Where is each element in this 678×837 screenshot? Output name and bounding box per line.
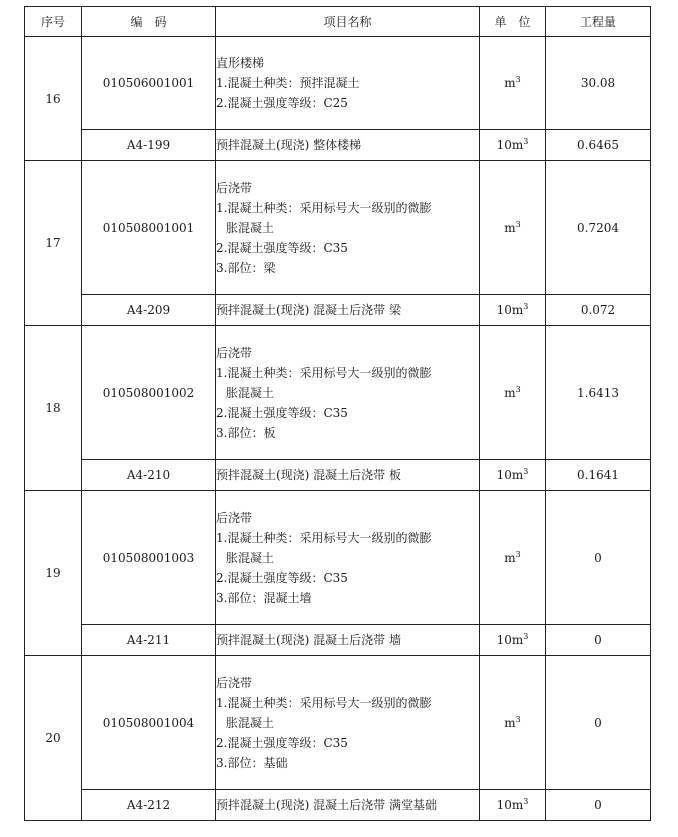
quota-unit-cell — [480, 790, 546, 821]
quota-code-cell: A4-211 — [82, 625, 216, 656]
quota-code-cell: A4-199 — [82, 130, 216, 161]
unit-base: m — [504, 76, 516, 90]
description-line: 2.混凝土强度等级：C35 — [216, 570, 348, 585]
unit-exponent: 3 — [523, 632, 529, 641]
unit-exponent: 3 — [523, 467, 529, 476]
seq-cell: 19 — [25, 491, 82, 656]
description-line: 2.混凝土强度等级：C35 — [216, 405, 348, 420]
quota-name-cell: 预拌混凝土(现浇) 混凝土后浇带 梁 — [216, 295, 480, 326]
item-qty-cell: 0 — [546, 491, 651, 625]
quota-name-cell: 预拌混凝土(现浇) 混凝土后浇带 墙 — [216, 625, 480, 656]
quota-qty-cell: 0.6465 — [546, 130, 651, 161]
unit-base: 10m — [496, 303, 524, 317]
seq-cell: 16 — [25, 37, 82, 161]
table-row — [25, 37, 651, 130]
quota-qty-cell: 0.072 — [546, 295, 651, 326]
quota-name-cell: 预拌混凝土(现浇) 混凝土后浇带 板 — [216, 460, 480, 491]
seq-cell: 20 — [25, 656, 82, 821]
description-line: 胀混凝土 — [226, 715, 275, 730]
item-description-cell — [216, 161, 480, 295]
unit-exponent: 3 — [523, 137, 529, 146]
quota-name-cell: 预拌混凝土(现浇) 混凝土后浇带 满堂基础 — [216, 790, 480, 821]
description-line: 直形楼梯 — [216, 56, 265, 70]
quota-unit-cell — [480, 460, 546, 491]
description-line: 后浇带 — [216, 510, 253, 525]
quota-unit-cell — [480, 295, 546, 326]
item-qty-cell: 1.6413 — [546, 326, 651, 460]
unit-exponent: 3 — [515, 384, 521, 394]
item-qty-cell: 0.7204 — [546, 161, 651, 295]
item-unit-cell — [480, 491, 546, 625]
description-line: 胀混凝土 — [226, 385, 275, 400]
description-line: 后浇带 — [216, 180, 253, 195]
description-line: 1.混凝土种类：采用标号大一级别的微膨 — [216, 200, 432, 215]
header-seq: 序号 — [25, 7, 82, 37]
header-code: 编 码 — [82, 7, 216, 37]
table-row — [25, 130, 651, 161]
unit-exponent: 3 — [515, 75, 521, 84]
quota-unit-cell — [480, 625, 546, 656]
item-code-cell: 010506001001 — [82, 37, 216, 130]
unit-exponent: 3 — [523, 302, 529, 311]
table-row — [25, 790, 651, 821]
item-unit-cell — [480, 656, 546, 790]
description-line: 胀混凝土 — [226, 550, 275, 565]
header-name: 项目名称 — [216, 7, 480, 37]
header-qty: 工程量 — [546, 7, 651, 37]
seq-cell: 17 — [25, 161, 82, 326]
unit-base: 10m — [496, 798, 524, 812]
item-unit-cell — [480, 161, 546, 295]
unit-base: m — [504, 220, 516, 235]
table-row — [25, 460, 651, 491]
description-line: 2.混凝土强度等级：C25 — [216, 96, 348, 110]
quota-qty-cell: 0 — [546, 625, 651, 656]
description-line: 1.混凝土种类：采用标号大一级别的微膨 — [216, 695, 432, 710]
item-qty-cell: 0 — [546, 656, 651, 790]
unit-base: m — [504, 385, 516, 400]
table-row — [25, 491, 651, 625]
bill-of-quantities-table — [24, 6, 651, 821]
header-unit: 单 位 — [480, 7, 546, 37]
description-line: 1.混凝土种类：预拌混凝土 — [216, 76, 360, 90]
table-row — [25, 326, 651, 460]
description-line: 2.混凝土强度等级：C35 — [216, 240, 348, 255]
description-line: 2.混凝土强度等级：C35 — [216, 735, 348, 750]
item-code-cell: 010508001001 — [82, 161, 216, 295]
quota-qty-cell: 0.1641 — [546, 460, 651, 491]
item-description-cell — [216, 656, 480, 790]
description-line: 后浇带 — [216, 345, 253, 360]
unit-base: m — [504, 550, 516, 565]
description-line: 3.部位：混凝土墙 — [216, 590, 312, 605]
item-unit-cell — [480, 326, 546, 460]
description-line: 3.部位：板 — [216, 425, 276, 440]
unit-base: m — [504, 715, 516, 730]
item-description-cell — [216, 326, 480, 460]
table-row — [25, 161, 651, 295]
quota-qty-cell: 0 — [546, 790, 651, 821]
unit-exponent: 3 — [523, 797, 529, 806]
header-row — [25, 7, 651, 37]
quota-code-cell: A4-212 — [82, 790, 216, 821]
item-code-cell: 010508001003 — [82, 491, 216, 625]
unit-exponent: 3 — [515, 219, 521, 229]
item-unit-cell — [480, 37, 546, 130]
description-line: 3.部位：基础 — [216, 755, 288, 770]
description-line: 1.混凝土种类：采用标号大一级别的微膨 — [216, 530, 432, 545]
quota-code-cell: A4-210 — [82, 460, 216, 491]
table-row — [25, 295, 651, 326]
unit-base: 10m — [496, 468, 524, 482]
item-description-cell — [216, 491, 480, 625]
unit-base: 10m — [496, 633, 524, 647]
unit-exponent: 3 — [515, 714, 521, 724]
item-code-cell: 010508001002 — [82, 326, 216, 460]
unit-exponent: 3 — [515, 549, 521, 559]
description-line: 1.混凝土种类：采用标号大一级别的微膨 — [216, 365, 432, 380]
description-line: 胀混凝土 — [226, 220, 275, 235]
quota-name-cell: 预拌混凝土(现浇) 整体楼梯 — [216, 130, 480, 161]
table-row — [25, 625, 651, 656]
quota-unit-cell — [480, 130, 546, 161]
quota-code-cell: A4-209 — [82, 295, 216, 326]
seq-cell: 18 — [25, 326, 82, 491]
unit-base: 10m — [496, 138, 524, 152]
item-description-cell — [216, 37, 480, 130]
description-line: 后浇带 — [216, 675, 253, 690]
item-qty-cell: 30.08 — [546, 37, 651, 130]
table-row — [25, 656, 651, 790]
item-code-cell: 010508001004 — [82, 656, 216, 790]
description-line: 3.部位：梁 — [216, 260, 276, 275]
